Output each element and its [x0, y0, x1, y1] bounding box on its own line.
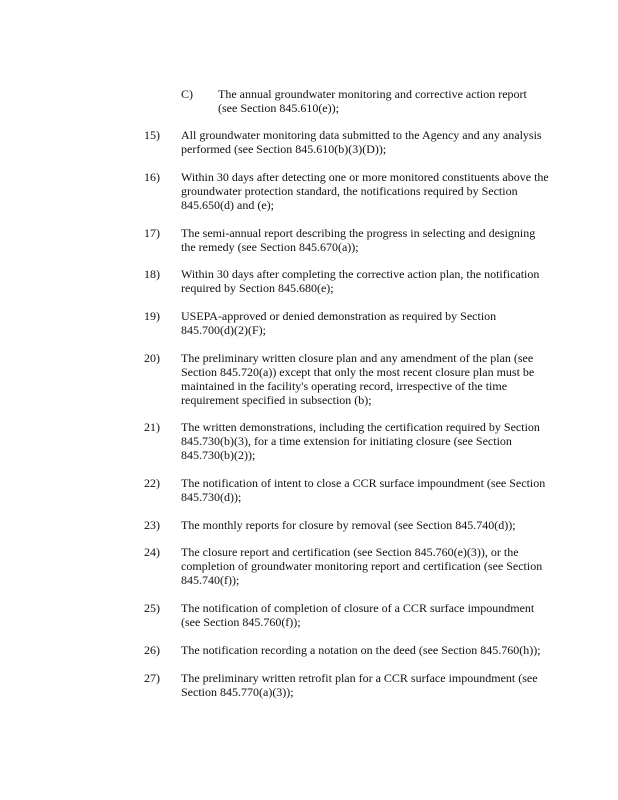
item-number: 17) [144, 226, 160, 240]
item-text: The preliminary written retrofit plan for a CCR surface impoundment (see Section 845.770(a)(3)); [181, 671, 538, 699]
item-number: 22) [144, 476, 160, 490]
item-text: The notification recording a notation on the deed (see Section 845.760(h)); [181, 643, 541, 657]
item-number: 24) [144, 545, 160, 559]
item-text: All groundwater monitoring data submitted to the Agency and any analysis performed (see Section 845.610(b)(3)(D)); [181, 128, 542, 156]
item-text: USEPA-approved or denied demonstration as required by Section 845.700(d)(2)(F); [181, 309, 497, 337]
item-text: The closure report and certification (see Section 845.760(e)(3)), or the completion of groundwater monitoring report and certification (see Section 845.740(f)); [181, 545, 543, 587]
item-number: 25) [144, 601, 160, 615]
item-number: 26) [144, 643, 160, 657]
item-number: 15) [144, 128, 160, 142]
item-text: The notification of completion of closure of a CCR surface impoundment (see Section 845.760(f)); [181, 601, 535, 629]
item-number: 18) [144, 267, 160, 281]
sub-item-label: C) [181, 87, 193, 101]
item-number: 16) [144, 170, 160, 184]
item-number: 27) [144, 671, 160, 685]
item-number: 21) [144, 420, 160, 434]
item-number: 23) [144, 518, 160, 532]
item-number: 20) [144, 351, 160, 365]
item-text: Within 30 days after detecting one or more monitored constituents above the groundwater protection standard, the notifications required by Section 845.650(d) and (e); [181, 170, 549, 212]
item-number: 19) [144, 309, 160, 323]
item-text: The notification of intent to close a CCR surface impoundment (see Section 845.730(d)); [181, 476, 546, 504]
item-text: Within 30 days after completing the corrective action plan, the notification required by Section 845.680(e); [181, 267, 540, 295]
item-text: The monthly reports for closure by removal (see Section 845.740(d)); [181, 518, 516, 532]
item-text: The written demonstrations, including the certification required by Section 845.730(b)(3), for a time extension for initiating closure (see Section 845.730(b)(2)); [181, 420, 540, 462]
item-text: The preliminary written closure plan and any amendment of the plan (see Section 845.720(a)) except that only the most recent closure plan must be maintained in the facility's operating record, irrespective of the time requirement specified in subsection (b); [181, 351, 535, 407]
sub-item-text: The annual groundwater monitoring and corrective action report (see Section 845.610(e)); [218, 87, 527, 115]
item-text: The semi-annual report describing the progress in selecting and designing the remedy (see Section 845.670(a)); [181, 226, 536, 254]
